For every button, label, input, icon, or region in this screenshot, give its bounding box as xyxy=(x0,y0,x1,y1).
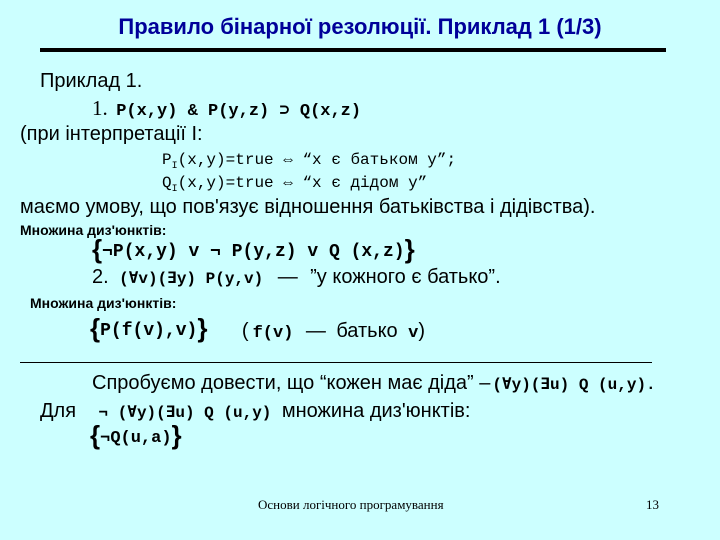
final-set-content: ¬Q(u,a) xyxy=(100,429,172,448)
brace-open: { xyxy=(90,313,101,343)
interp-pred: Q xyxy=(162,174,172,192)
negation-suffix: множина диз'юнктів: xyxy=(281,400,471,422)
negation-formula: ¬ (∀y)(∃u) Q (u,y) xyxy=(98,404,272,422)
negation-prefix: Для xyxy=(40,400,77,422)
clause-set-label-2: Множина диз'юнктів: xyxy=(30,295,177,311)
fn-dash: — xyxy=(305,320,326,342)
interp-line-q xyxy=(162,174,427,195)
item1-formula: P(x,y) & P(y,z) ⊃ Q(x,z) xyxy=(116,102,362,121)
paren-open: ( xyxy=(241,320,249,342)
interp-line-p xyxy=(162,151,456,172)
interp-subscript: I xyxy=(171,184,178,196)
page-number: 13 xyxy=(646,497,659,512)
interp-pred: P xyxy=(162,151,172,169)
title-underline xyxy=(40,48,666,52)
proof-line xyxy=(92,372,656,395)
brace-close: } xyxy=(404,234,415,264)
fn-meaning: батько xyxy=(336,320,398,342)
final-clause-set xyxy=(90,420,182,451)
example-heading: Приклад 1. xyxy=(40,70,143,92)
separator-line xyxy=(20,362,652,363)
item1-row xyxy=(92,96,361,121)
interp-definition: (x,y)=true ⇔ “x є батьком y”; xyxy=(177,151,457,169)
footer-caption: Основи логічного програмування xyxy=(258,497,444,512)
interp-definition: (x,y)=true ⇔ “x є дідом y” xyxy=(177,174,428,192)
clause-set-1 xyxy=(92,234,415,265)
item1-number: 1. xyxy=(92,96,108,120)
slide-title: Правило бінарної резолюції. Приклад 1 (1/3) xyxy=(118,14,602,39)
item2-number: 2. xyxy=(92,266,109,288)
brace-open: { xyxy=(92,234,103,264)
brace-close: } xyxy=(171,420,182,450)
item2-dash: — xyxy=(277,266,298,288)
item2-text: ”у кожного є батько”. xyxy=(310,266,501,288)
clause-set-1-content: ¬P(x,y) v ¬ P(y,z) v Q (x,z) xyxy=(102,242,405,262)
item2-row xyxy=(92,266,501,289)
clause-set-label-1: Множина диз'юнктів: xyxy=(20,222,167,238)
proof-text: Спробуємо довести, що “кожен має діда” – xyxy=(92,372,491,394)
proof-formula: (∀y)(∃u) Q (u,y). xyxy=(492,376,656,394)
interp-subscript: I xyxy=(171,161,178,173)
item2-formula: (∀v)(∃y) P(y,v) xyxy=(119,270,264,288)
brace-close: } xyxy=(197,313,208,343)
clause-set-2-content: P(f(v),v) xyxy=(100,321,198,341)
interpretation-intro: (при інтерпретації I: xyxy=(20,123,203,145)
paren-close: ) xyxy=(418,320,425,342)
fn-term: f(v) xyxy=(252,324,294,343)
condition-text: маємо умову, що пов'язує відношення батьківства і дідівства). xyxy=(20,196,596,218)
brace-open: { xyxy=(90,420,101,450)
clause-set-2 xyxy=(90,313,425,344)
fn-var: v xyxy=(408,324,419,343)
